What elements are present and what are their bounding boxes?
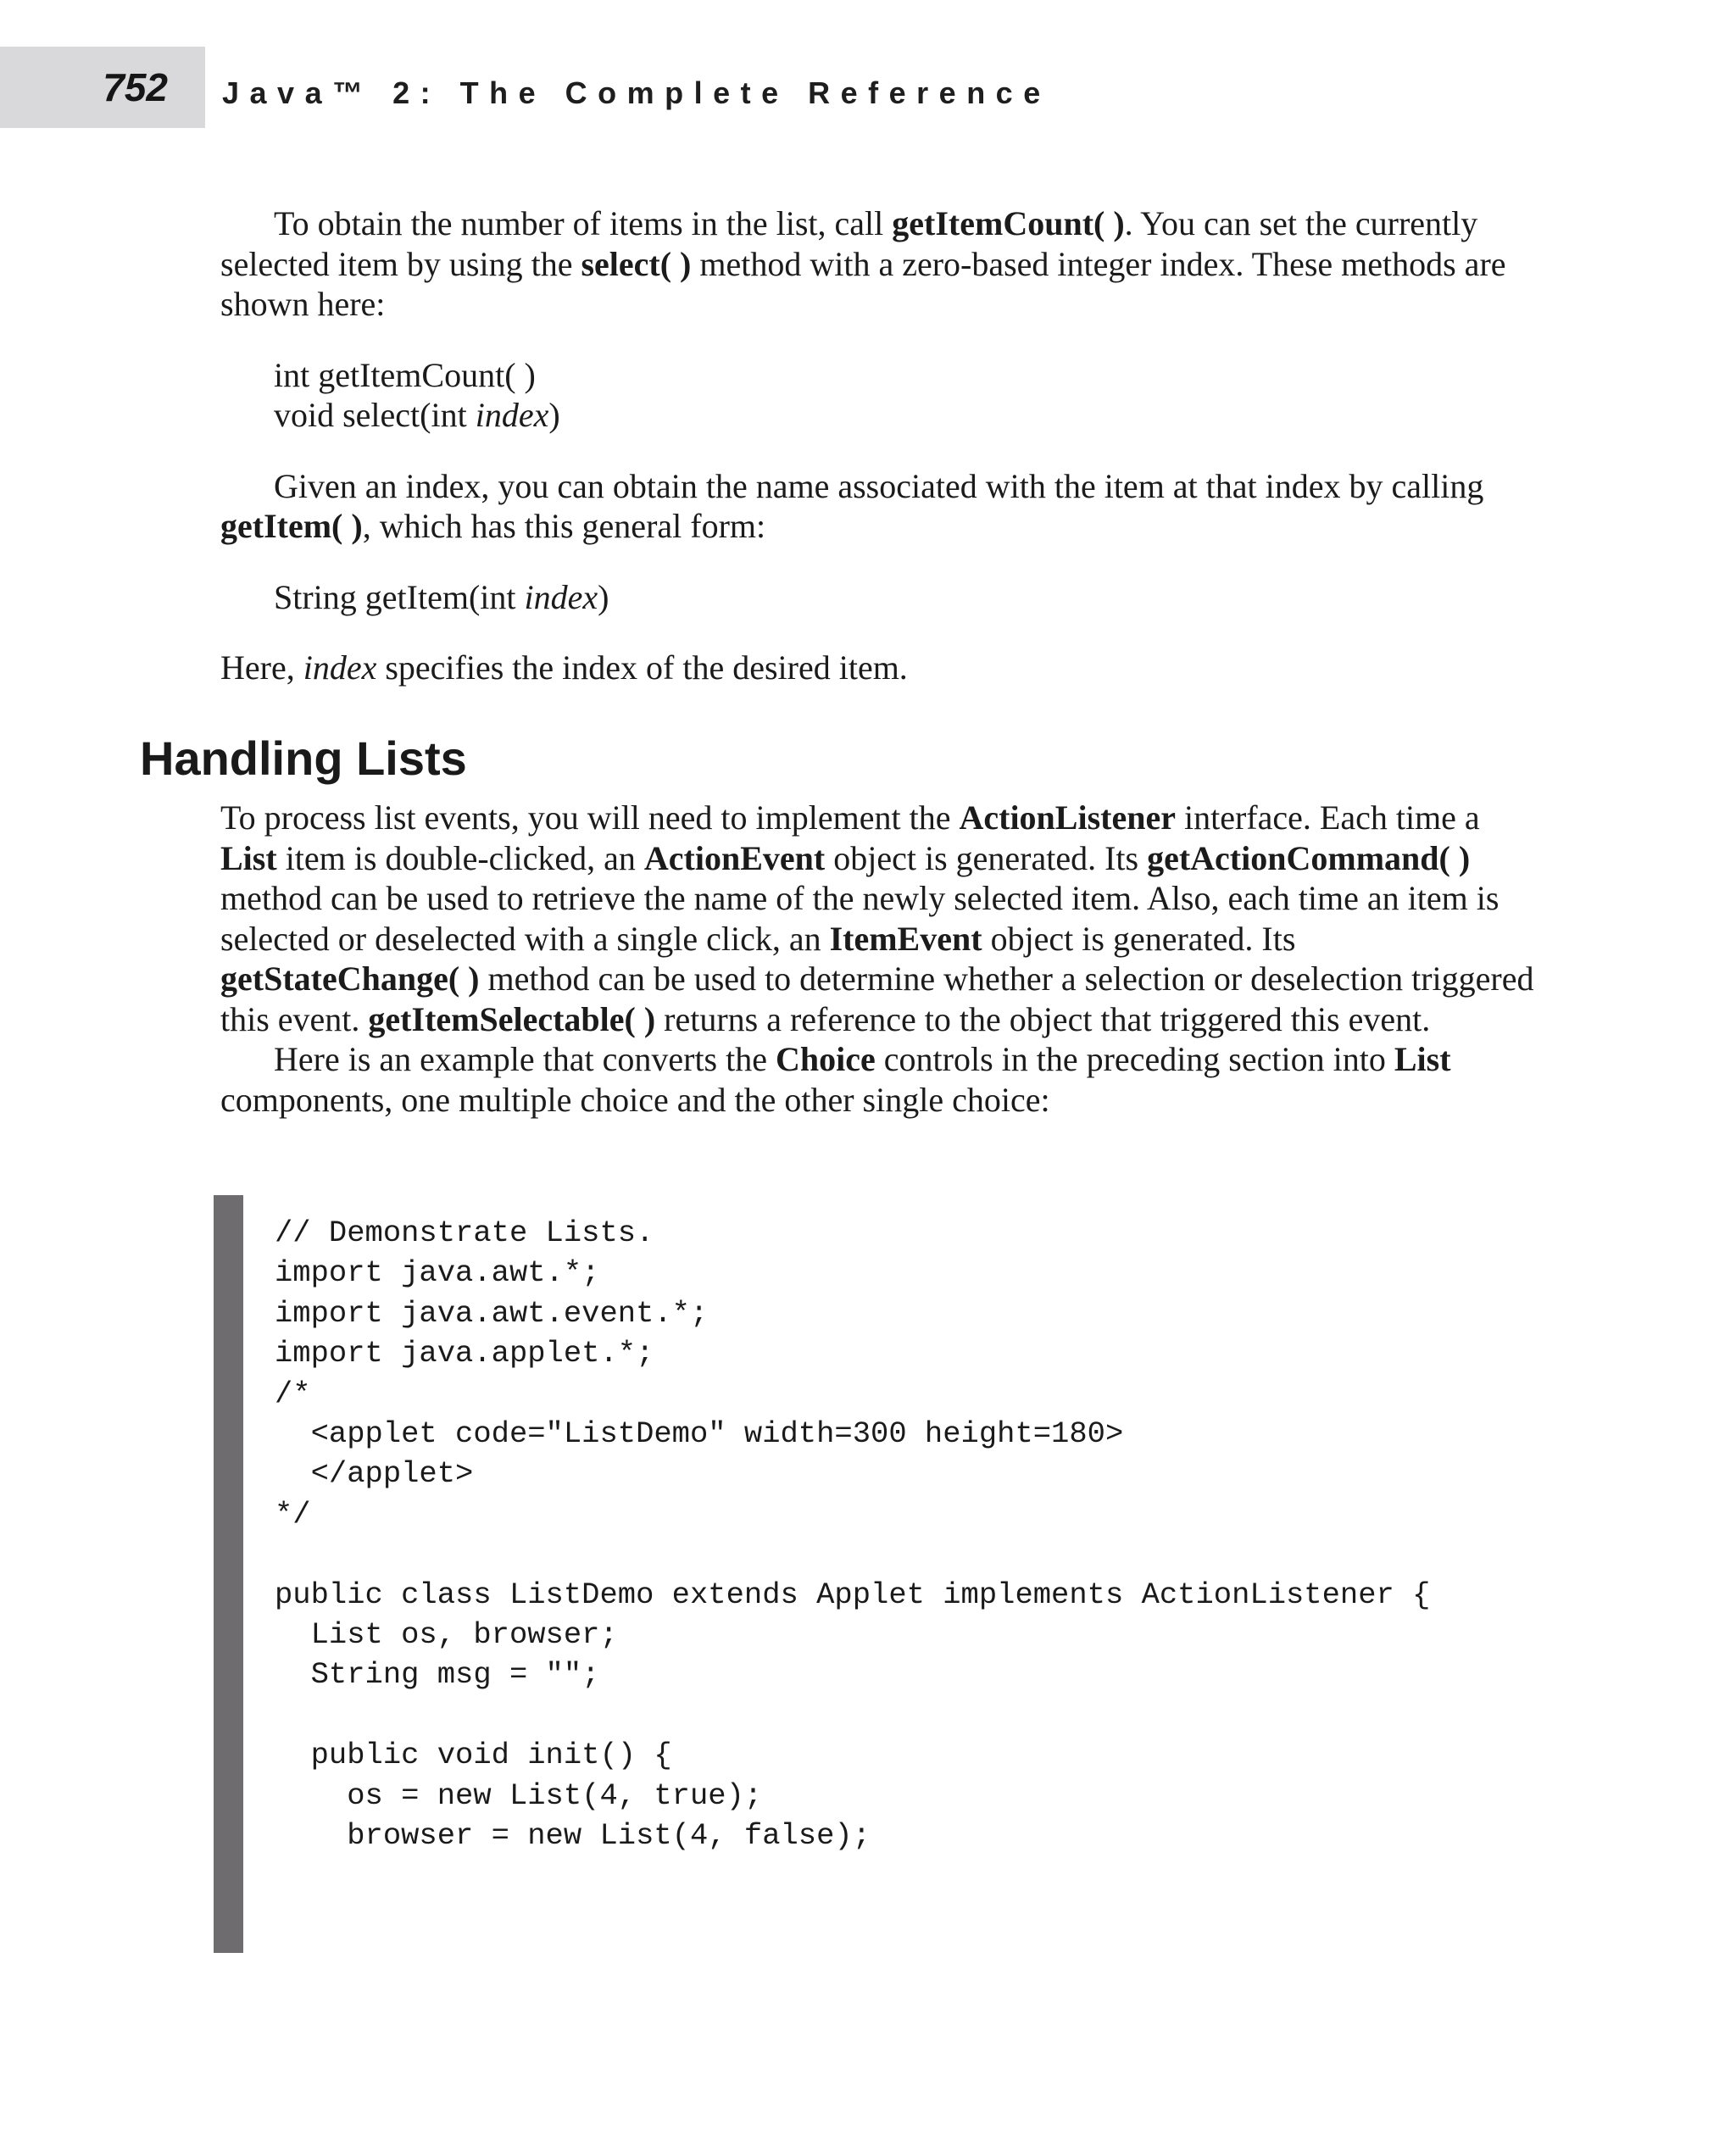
section-paragraph-1 (220, 798, 1543, 1039)
code-line: </applet> (275, 1456, 474, 1492)
bold-term: getItemSelectable( ) (368, 999, 656, 1038)
text-run: , which has this general form: (362, 507, 766, 545)
code-line: String msg = ""; (275, 1657, 600, 1693)
text-run: ) (598, 577, 609, 616)
bold-term: ActionListener (959, 798, 1176, 837)
code-line: import java.awt.*; (275, 1255, 600, 1291)
text-run: . You can set the currently selected item by using the (220, 204, 1478, 283)
bold-term: Choice (776, 1040, 876, 1078)
code-line: */ (275, 1496, 311, 1532)
intro-paragraph-1 (220, 203, 1543, 325)
bold-term: getStateChange( ) (220, 960, 480, 998)
section-paragraph-2 (220, 1039, 1543, 1120)
italic-term: index (524, 577, 598, 616)
code-listing-bar (214, 1195, 243, 1953)
code-line: import java.applet.*; (275, 1336, 654, 1371)
text-run: method with a zero-based integer index. These methods are shown here: (220, 244, 1506, 323)
italic-term: index (475, 396, 549, 434)
code-line: // Demonstrate Lists. (275, 1215, 654, 1250)
handling-lists-body (220, 798, 1543, 1120)
intro-section (220, 203, 1543, 688)
syntax-line (220, 355, 1543, 396)
text-run: object is generated. Its (982, 919, 1296, 958)
code-line: /* (275, 1376, 311, 1411)
bold-term: select( ) (581, 244, 692, 283)
bold-term: List (220, 838, 277, 877)
text-run: Here is an example that converts the (274, 1040, 776, 1078)
bold-term: List (1394, 1040, 1451, 1078)
bold-term: getItem( ) (220, 507, 363, 545)
code-line: public void init() { (275, 1738, 672, 1773)
code-line: import java.awt.event.*; (275, 1295, 709, 1331)
syntax-block-2 (220, 577, 1543, 618)
text-run: components, one multiple choice and the other single choice: (220, 1080, 1050, 1119)
text-run: int getItemCount( ) (274, 355, 536, 394)
code-line: List os, browser; (275, 1617, 618, 1653)
text-run: method can be used to retrieve the name of the newly selected item. Also, each time an item is selected or deselected with a single click, an (220, 879, 1500, 958)
bold-term: getActionCommand( ) (1147, 838, 1471, 877)
code-line: <applet code="ListDemo" width=300 height=180> (275, 1416, 1124, 1452)
text-run: void select(int (274, 396, 476, 434)
code-text (275, 1213, 1430, 1856)
text-run: To obtain the number of items in the list, call (274, 204, 893, 242)
bold-term: getItemCount( ) (892, 204, 1125, 242)
intro-paragraph-2 (220, 466, 1543, 547)
bold-term: ItemEvent (829, 919, 982, 958)
code-line: browser = new List(4, false); (275, 1818, 871, 1854)
running-head: Java™ 2: The Complete Reference (222, 75, 1051, 110)
syntax-line (220, 395, 1543, 436)
section-heading: Handling Lists (140, 731, 467, 785)
text-run: specifies the index of the desired item. (376, 648, 908, 687)
intro-paragraph-3 (220, 648, 1543, 688)
text-run: item is double-clicked, an (276, 838, 644, 877)
syntax-block-1 (220, 355, 1543, 436)
syntax-line (220, 577, 1543, 618)
text-run: controls in the preceding section into (875, 1040, 1394, 1078)
text-run: ) (548, 396, 560, 434)
text-run: Here, (220, 648, 303, 687)
code-line: public class ListDemo extends Applet implements ActionListener { (275, 1577, 1431, 1612)
text-run: String getItem(int (274, 577, 525, 616)
bold-term: ActionEvent (643, 838, 826, 877)
text-run: Given an index, you can obtain the name associated with the item at that index by calling (274, 466, 1484, 505)
italic-term: index (303, 648, 377, 687)
code-listing (214, 1195, 1519, 1953)
text-run: object is generated. Its (825, 838, 1148, 877)
text-run: method can be used to determine whether a selection or deselection triggered this event. (220, 960, 1534, 1038)
code-line: os = new List(4, true); (275, 1777, 763, 1813)
text-run: returns a reference to the object that triggered this event. (655, 999, 1431, 1038)
text-run: To process list events, you will need to implement the (220, 798, 960, 837)
page-number: 752 (103, 65, 168, 109)
text-run: interface. Each time a (1176, 798, 1480, 837)
